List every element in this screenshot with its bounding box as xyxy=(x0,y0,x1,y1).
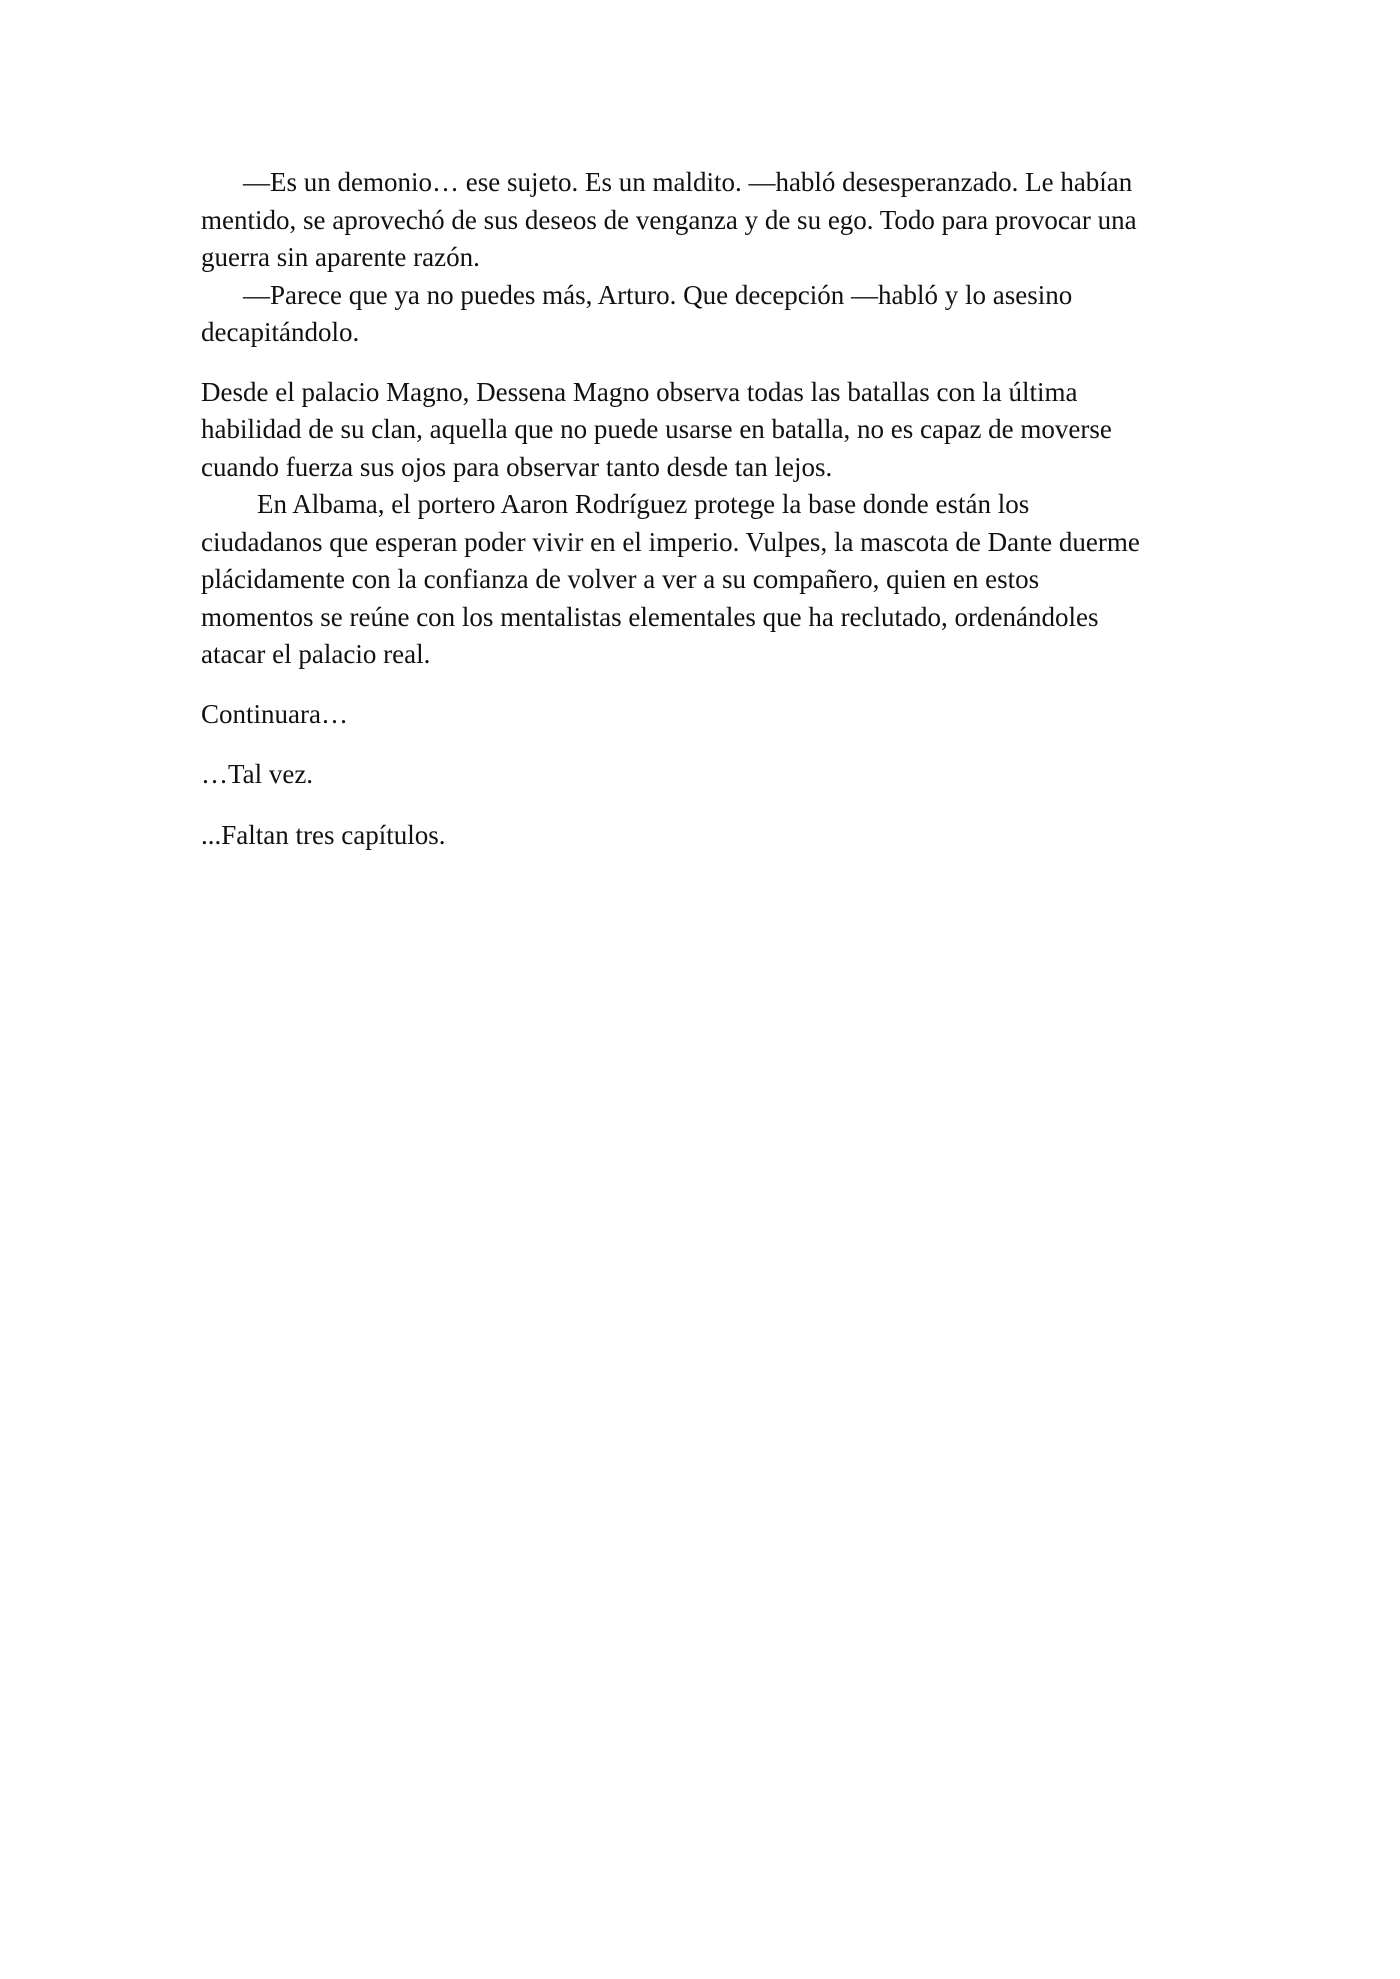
document-body xyxy=(201,164,1201,854)
paragraph-palacio-magno: Desde el palacio Magno, Dessena Magno observa todas las batallas con la última habilidad de su clan, aquella que no puede usarse en batalla, no es capaz de moverse cuando fuerza sus ojos para observar tanto desde tan lejos. xyxy=(201,376,1112,482)
paragraph-continuara: Continuara… xyxy=(201,698,348,729)
paragraph-albama: En Albama, el portero Aaron Rodríguez protege la base donde están los ciudadanos que esperan poder vivir en el imperio. Vulpes, la mascota de Dante duerme plácidamente con la confianza de volver a ver a su compañero, quien en estos momentos se reúne con los mentalistas elementales que ha reclutado, ordenándoles atacar el palacio real. xyxy=(201,489,1140,669)
paragraph-dialogue-demonio: —Es un demonio… ese sujeto. Es un maldito. —habló desesperanzado. Le habían mentido, se aprovechó de sus deseos de venganza y de su ego. Todo para provocar una guerra sin aparente razón. xyxy=(201,167,1137,272)
paragraph-faltan-capitulos: ...Faltan tres capítulos. xyxy=(201,819,446,850)
paragraph-dialogue-arturo: —Parece que ya no puedes más, Arturo. Que decepción —habló y lo asesino decapitándolo. xyxy=(201,279,1073,347)
paragraph-tal-vez: …Tal vez. xyxy=(201,759,314,789)
